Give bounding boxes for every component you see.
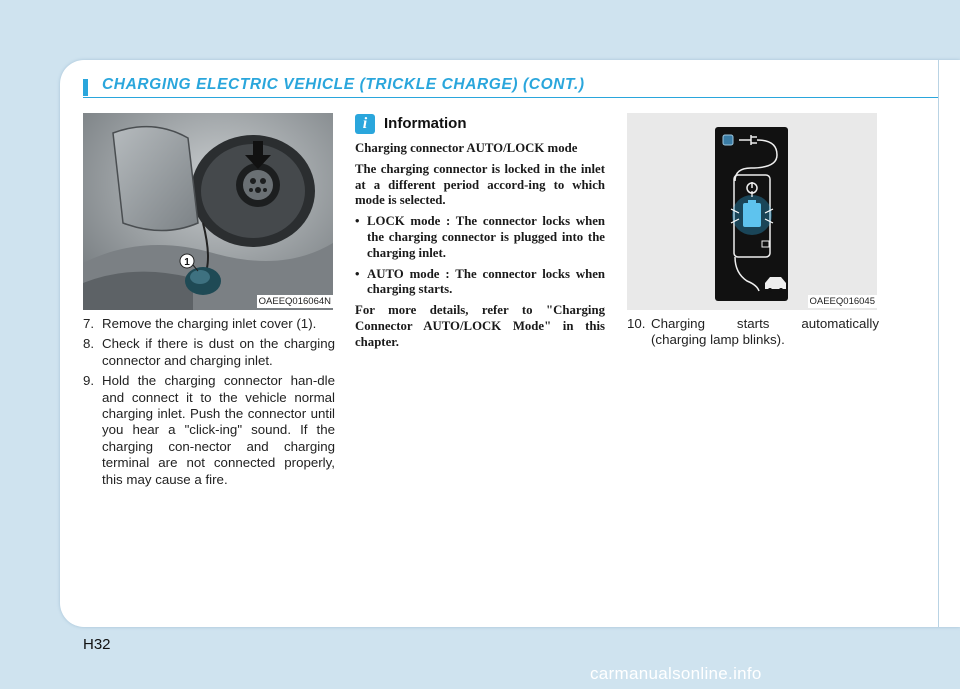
bullet-item — [355, 214, 605, 261]
charger-panel-illustration — [627, 113, 877, 310]
steps-list-left — [83, 316, 335, 492]
step-number: 7. — [83, 316, 95, 331]
step-text: Charging starts automatically (charging lamp blinks). — [651, 316, 879, 348]
plug-icon — [723, 135, 733, 145]
information-title: Information — [384, 115, 467, 133]
step-8 — [83, 336, 335, 369]
title-underline — [83, 97, 938, 98]
bullet-text: AUTO mode : The connector locks when charging starts. — [367, 266, 605, 297]
information-subtitle: Charging connector AUTO/LOCK mode — [355, 141, 578, 155]
figure-code-left: OAEEQ016064N — [258, 296, 331, 307]
bullet-item — [355, 267, 605, 299]
bullet-text: LOCK mode : The connector locks when the charging connector is plugged into the charging inlet. — [367, 214, 605, 260]
bullet-dot-icon: • — [355, 214, 360, 229]
information-box — [355, 113, 605, 356]
information-intro: The charging connector is locked in the inlet at a different period accord-ing to which mode is selected. — [355, 161, 605, 208]
step-number: 9. — [83, 373, 95, 389]
info-icon: i — [355, 114, 375, 134]
charger-indicator-figure — [627, 113, 877, 310]
figure-code-right: OAEEQ016045 — [809, 296, 875, 307]
bullet-dot-icon: • — [355, 266, 360, 281]
steps-list-right — [627, 316, 879, 353]
callout-number: 1 — [184, 257, 190, 268]
step-7 — [83, 316, 335, 332]
information-header — [355, 113, 605, 135]
step-text: Remove the charging inlet cover (1). — [102, 316, 317, 331]
page-number: H32 — [83, 636, 111, 653]
information-footer: For more details, refer to "Charging Connector AUTO/LOCK Mode" in this chapter. — [355, 303, 605, 349]
watermark: carmanualsonline.info — [590, 664, 762, 683]
page-right-rule — [938, 60, 939, 627]
section-title: CHARGING ELECTRIC VEHICLE (TRICKLE CHARGE) (CONT.) — [102, 76, 585, 93]
charging-inlet-photo — [83, 113, 333, 310]
step-9 — [83, 373, 335, 488]
step-number: 8. — [83, 336, 95, 352]
step-10 — [627, 316, 879, 349]
charging-inlet-illustration — [83, 113, 333, 310]
step-text: Hold the charging connector han-dle and connect it to the vehicle normal charging inlet. Push the connector until you hear a "click-ing" sound. If the charging con-nector and charging terminal are not connected properly, this may cause a fire. — [102, 373, 335, 487]
step-number: 10. — [627, 316, 646, 331]
title-accent-bar — [83, 79, 88, 96]
step-text: Check if there is dust on the charging connector and charging inlet. — [102, 336, 335, 368]
